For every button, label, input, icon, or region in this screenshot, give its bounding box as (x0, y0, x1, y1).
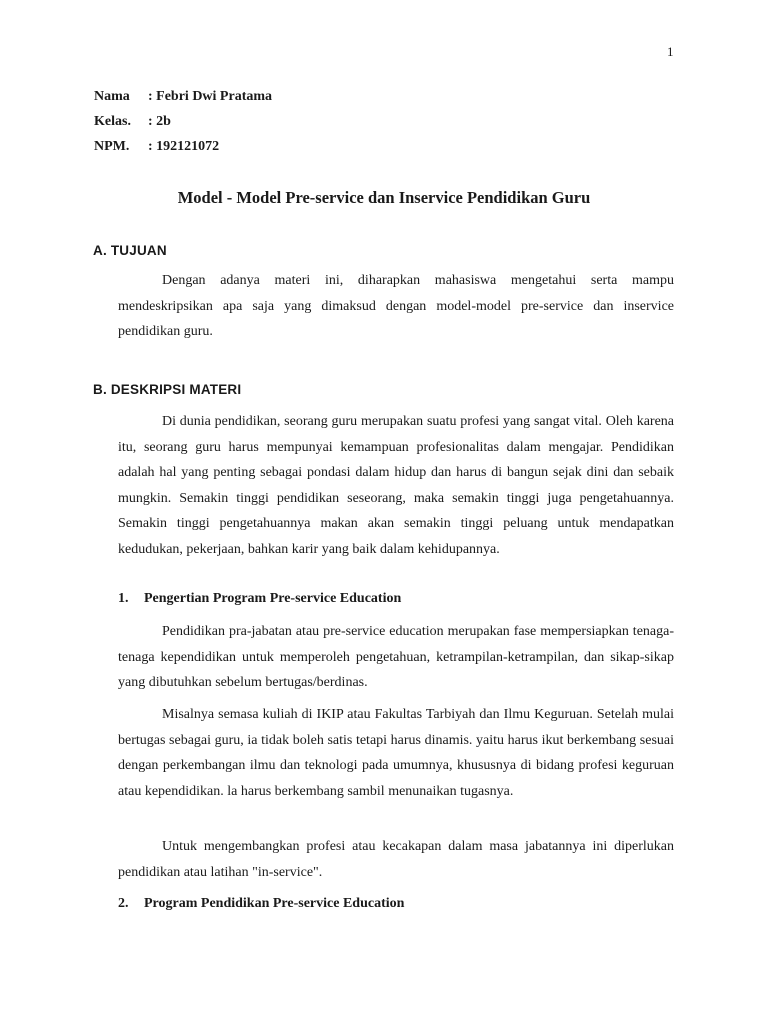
subsection-2-title: Program Pendidikan Pre-service Education (144, 896, 405, 911)
subsection-1-text-1: Pendidikan pra-jabatan atau pre-service education merupakan fase mempersiapkan tenaga-tenaga kependidikan untuk memperoleh pengetahuan, ketrampilan-ketrampilan, dan sikap-sikap yang dibutuhkan sebelum bertugas/berdinas. (118, 624, 674, 690)
subsection-1-heading (118, 591, 401, 607)
class-label: Kelas. (94, 114, 131, 129)
page-number: 1 (667, 44, 674, 59)
class-value: : 2b (148, 114, 171, 129)
npm-label: NPM. (94, 139, 130, 154)
subsection-1-number: 1. (118, 591, 129, 606)
section-a-text: Dengan adanya materi ini, diharapkan mahasiswa mengetahui serta mampu mendeskripsikan apa saja yang dimaksud dengan model-model pre-service dan inservice pendidikan guru. (118, 273, 674, 339)
subsection-1-paragraph-1 (118, 619, 674, 696)
document-title: Model - Model Pre-service dan Inservice Pendidikan Guru (177, 188, 591, 207)
section-b-text: Di dunia pendidikan, seorang guru merupakan suatu profesi yang sangat vital. Oleh karena itu, seorang guru harus mempunyai kemampuan profesionalitas dalam mengajar. Pendidikan adalah hal yang penting sebagai pondasi dalam hidup dan harus di bangun sejak dini dan sebaik mungkin. Semakin tinggi pendidikan seseorang, maka semakin tinggi juga pengetahuannya. Semakin tinggi pengetahuannya makan akan semakin tinggi peluang untuk mendapatkan kedudukan, pekerjaan, bahkan karir yang baik dalam kehidupannya. (118, 414, 674, 557)
section-b-paragraph (118, 409, 674, 562)
subsection-2-heading (118, 896, 404, 912)
subsection-1-text-3: Untuk mengembangkan profesi atau kecakapan dalam masa jabatannya ini diperlukan pendidikan atau latihan "in-service". (118, 839, 674, 880)
name-row (94, 88, 272, 113)
subsection-1-text-2: Misalnya semasa kuliah di IKIP atau Fakultas Tarbiyah dan Ilmu Keguruan. Setelah mulai bertugas sebagai guru, ia tidak boleh satis tetapi harus dinamis. yaitu harus ikut berkembang sesuai dengan perkembangan ilmu dan teknologi pada umumnya, khususnya di bidang profesi keguruan atau kependidikan. la harus berkembang sambil menunaikan tugasnya. (118, 707, 674, 799)
section-a-heading: A. TUJUAN (93, 243, 167, 258)
class-row (94, 113, 272, 138)
npm-row (94, 138, 272, 163)
section-b-heading: B. DESKRIPSI MATERI (93, 382, 242, 397)
subsection-2-number: 2. (118, 896, 129, 911)
name-label: Nama (94, 89, 130, 104)
subsection-1-paragraph-3 (118, 834, 674, 885)
name-value: : Febri Dwi Pratama (148, 89, 273, 104)
subsection-1-paragraph-2 (118, 702, 674, 804)
section-a-paragraph (118, 268, 674, 345)
student-info (94, 88, 272, 163)
subsection-1-title: Pengertian Program Pre-service Education (144, 591, 402, 606)
npm-value: : 192121072 (148, 139, 220, 154)
